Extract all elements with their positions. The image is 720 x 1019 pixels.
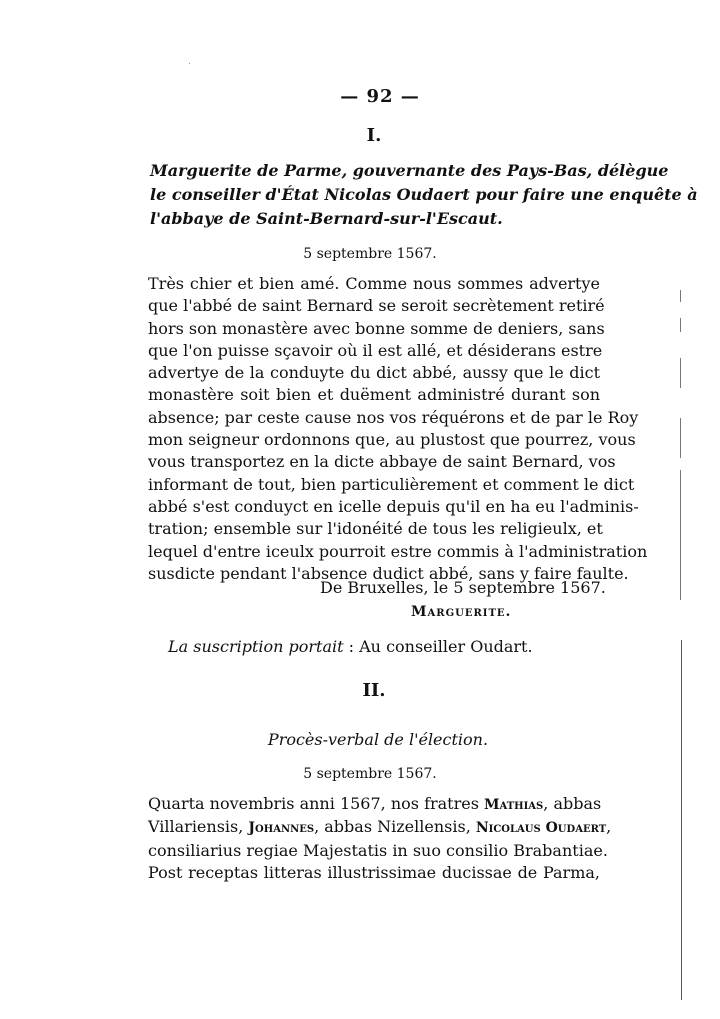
letter-body bbox=[148, 273, 648, 585]
latin-line bbox=[148, 816, 612, 839]
scan-dot bbox=[189, 63, 190, 64]
body-line: que l'abbé de saint Bernard se seroit secrètement retiré bbox=[148, 296, 605, 316]
section-one-summary bbox=[150, 159, 698, 231]
scan-mark bbox=[680, 418, 681, 458]
name-johannes: Johannes bbox=[248, 820, 315, 837]
latin-body bbox=[148, 793, 612, 885]
body-line: vous transportez en la dicte abbaye de saint Bernard, vos bbox=[148, 452, 616, 472]
suscription-note bbox=[168, 637, 533, 656]
latin-text: , abbas bbox=[543, 794, 602, 813]
letter-signoff: De Bruxelles, le 5 septembre 1567. bbox=[320, 578, 606, 597]
body-line: hors son monastère avec bonne somme de deniers, sans bbox=[148, 318, 605, 338]
latin-text: consiliarius regiae Majestatis in suo consilio Brabantiae. bbox=[148, 840, 608, 860]
latin-text: , abbas Nizellensis, bbox=[314, 817, 476, 837]
latin-line bbox=[148, 793, 600, 816]
body-line: absence; par ceste cause nos vos réquérons et de par le Roy bbox=[148, 407, 639, 427]
body-line: advertye de la conduyte du dict abbé, aussy que le dict bbox=[148, 363, 600, 383]
scan-mark bbox=[680, 318, 681, 332]
latin-line bbox=[148, 840, 608, 862]
section-two-numeral: II. bbox=[362, 680, 386, 701]
latin-text: Villariensis, bbox=[148, 817, 249, 837]
suscription-label: La suscription portait bbox=[168, 637, 344, 656]
latin-text: , bbox=[606, 817, 612, 837]
summary-line: l'abbaye de Saint-Bernard-sur-l'Escaut. bbox=[150, 209, 503, 228]
body-line: tration; ensemble sur l'idonéité de tous les religieulx, et bbox=[148, 519, 603, 539]
body-line: informant de tout, bien particulièrement et comment le dict bbox=[148, 474, 635, 494]
scan-mark bbox=[680, 358, 681, 388]
body-line: abbé s'est conduyct en icelle depuis qu'il en ha eu l'adminis- bbox=[148, 496, 639, 516]
latin-text: Quarta novembris anni 1567, nos fratres bbox=[148, 794, 485, 813]
body-line: lequel d'entre iceulx pourroit estre commis à l'administration bbox=[148, 541, 648, 561]
latin-text: Post receptas litteras illustrissimae ducissae de Parma, bbox=[148, 863, 600, 883]
section-two-date: 5 septembre 1567. bbox=[303, 766, 437, 782]
name-nicolaus-oudaert: Nicolaus Oudaert bbox=[475, 820, 607, 837]
suscription-text: : Au conseiller Oudart. bbox=[343, 637, 533, 656]
body-line: Très chier et bien amé. Comme nous sommes advertye bbox=[148, 274, 600, 293]
summary-line: Marguerite de Parme, gouvernante des Pays-Bas, délègue bbox=[150, 161, 669, 180]
scan-edge bbox=[681, 640, 682, 1000]
scan-mark bbox=[680, 290, 681, 302]
body-line: mon seigneur ordonnons que, au plustost que pourrez, vous bbox=[148, 430, 636, 450]
page-number: — 92 — bbox=[340, 86, 420, 107]
section-two-heading: Procès-verbal de l'élection. bbox=[267, 730, 489, 749]
scan-mark bbox=[680, 470, 681, 600]
section-one-numeral: I. bbox=[366, 125, 382, 146]
body-line: que l'on puisse sçavoir où il est allé, et désiderans estre bbox=[148, 340, 603, 360]
body-line: monastère soit bien et duëment administré durant son bbox=[148, 385, 600, 405]
section-one-date: 5 septembre 1567. bbox=[303, 246, 437, 262]
name-mathias: Mathias bbox=[484, 797, 544, 813]
summary-line: le conseiller d'État Nicolas Oudaert pour faire une enquête à bbox=[150, 185, 698, 204]
letter-signature: Marguerite. bbox=[411, 604, 512, 620]
latin-line bbox=[148, 862, 600, 884]
body-line: susdicte pendant l'absence dudict abbé, sans y faire faulte. bbox=[148, 563, 629, 583]
